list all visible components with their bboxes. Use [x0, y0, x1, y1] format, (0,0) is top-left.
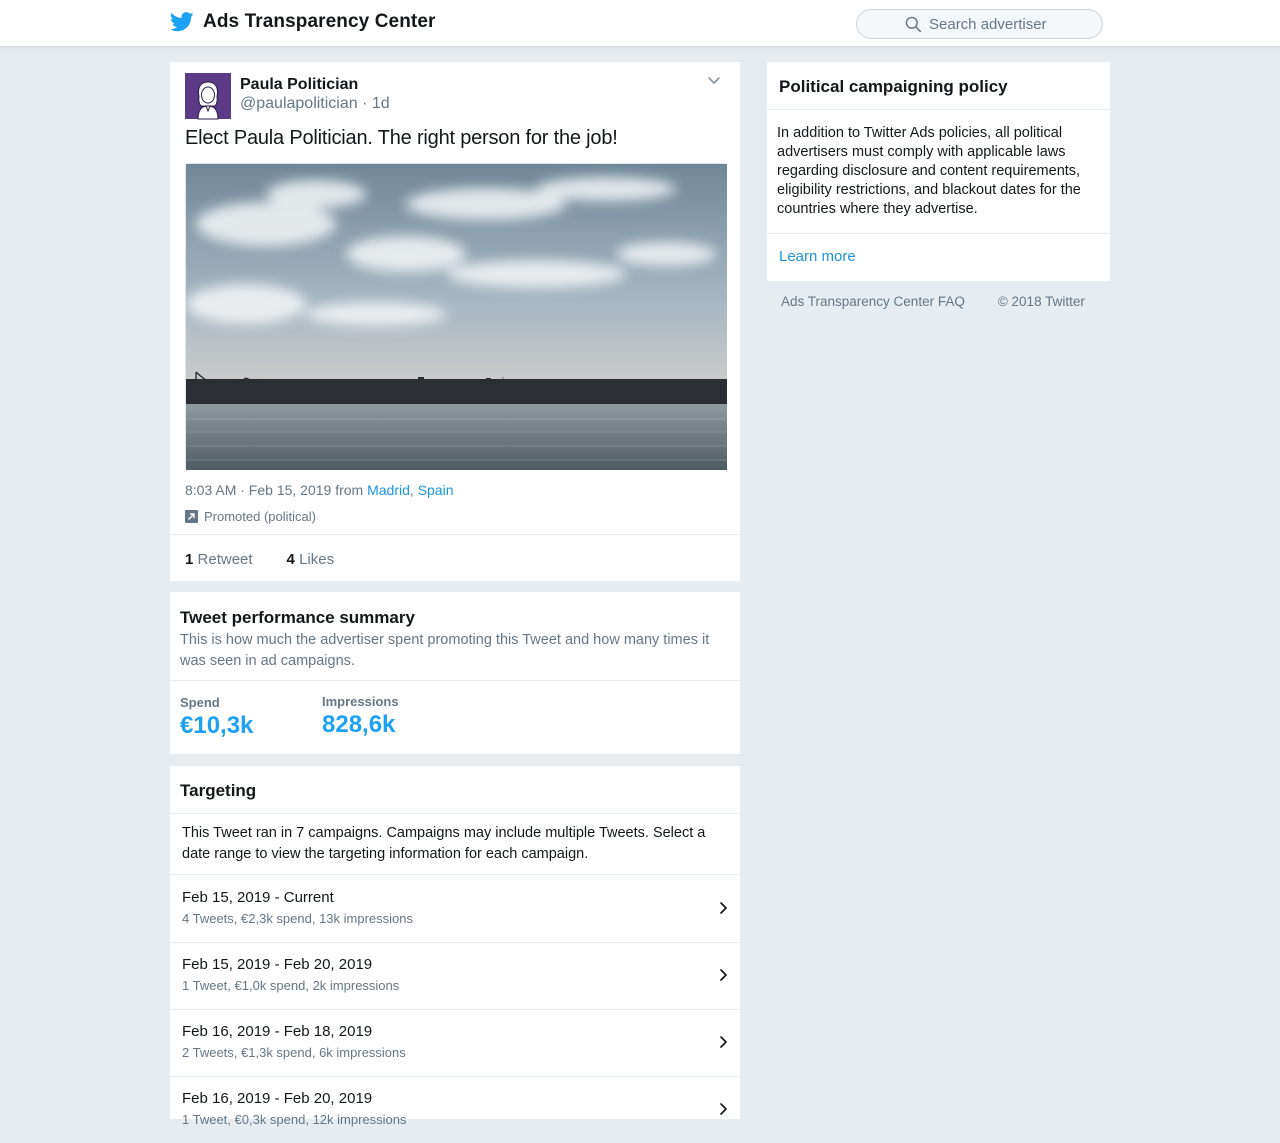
- footer: [781, 294, 1085, 309]
- campaign-row[interactable]: [170, 875, 740, 942]
- campaign-summary: 4 Tweets, €2,3k spend, 13k impressions: [182, 911, 413, 926]
- campaign-date-range: Feb 16, 2019 - Feb 20, 2019: [182, 1090, 373, 1107]
- chevron-right-icon: [719, 1102, 728, 1116]
- chevron-right-icon: [719, 968, 728, 982]
- author-meta: [240, 95, 390, 113]
- app-title: Ads Transparency Center: [203, 11, 436, 32]
- divider: [170, 534, 740, 535]
- campaign-summary: 1 Tweet, €1,0k spend, 2k impressions: [182, 978, 400, 993]
- author-handle[interactable]: @paulapolitician: [240, 95, 358, 112]
- promoted-text: Promoted (political): [204, 509, 316, 524]
- tweet-image[interactable]: [185, 163, 726, 469]
- location-separator: ,: [409, 482, 418, 498]
- tweet-timestamp: [185, 482, 454, 498]
- faq-link[interactable]: Ads Transparency Center FAQ: [781, 294, 965, 309]
- avatar[interactable]: [185, 73, 231, 119]
- campaign-row[interactable]: [170, 942, 740, 1009]
- policy-card: [767, 62, 1110, 281]
- campaign-summary: 2 Tweets, €1,3k spend, 6k impressions: [182, 1045, 406, 1060]
- tweet-card: [170, 62, 740, 581]
- search-box[interactable]: [856, 9, 1103, 39]
- likes-stat[interactable]: [287, 551, 335, 568]
- divider: [170, 813, 740, 814]
- learn-more-link[interactable]: Learn more: [779, 248, 856, 265]
- performance-description: This is how much the advertiser spent promoting this Tweet and how many times it was seen in ad campaigns.: [180, 632, 710, 669]
- copyright-link[interactable]: © 2018 Twitter: [997, 294, 1085, 309]
- spend-label: Spend: [180, 695, 220, 710]
- promoted-icon: [185, 510, 198, 523]
- policy-body: In addition to Twitter Ads policies, all political advertisers must comply with applicable laws regarding disclosure and content requirements, eligibility restrictions, and blackout dates for the countries where they advertise.: [777, 125, 1081, 217]
- divider: [170, 680, 740, 681]
- chevron-down-icon[interactable]: [707, 76, 721, 86]
- twitter-bird-icon: [170, 11, 194, 33]
- tweet-time: 8:03 AM · Feb 15, 2019 from: [185, 482, 364, 498]
- author-name[interactable]: Paula Politician: [240, 76, 359, 93]
- spend-value: €10,3k: [180, 712, 254, 739]
- campaign-date-range: Feb 15, 2019 - Feb 20, 2019: [182, 956, 373, 973]
- divider: [767, 233, 1110, 234]
- campaign-row[interactable]: [170, 1009, 740, 1076]
- retweet-stat[interactable]: [185, 551, 253, 568]
- impressions-label: Impressions: [322, 694, 399, 709]
- likes-count: 4: [286, 551, 295, 568]
- campaign-date-range: Feb 16, 2019 - Feb 18, 2019: [182, 1023, 373, 1040]
- location-city-link[interactable]: Madrid: [367, 482, 410, 498]
- promoted-label: [185, 509, 316, 524]
- targeting-card: [170, 766, 740, 1127]
- chevron-right-icon: [719, 901, 728, 915]
- impressions-value: 828,6k: [322, 711, 396, 738]
- tweet-text: Elect Paula Politician. The right person for the job!: [185, 127, 618, 149]
- campaign-date-range: Feb 15, 2019 - Current: [182, 889, 334, 906]
- location-country-link[interactable]: Spain: [417, 482, 454, 498]
- retweet-count: 1: [185, 551, 194, 568]
- chevron-right-icon: [719, 1035, 728, 1049]
- campaign-summary: 1 Tweet, €0,3k spend, 12k impressions: [182, 1112, 407, 1127]
- meta-separator: ·: [362, 95, 372, 112]
- top-bar: [0, 0, 1280, 47]
- search-input[interactable]: [929, 16, 1099, 33]
- divider: [767, 109, 1110, 110]
- likes-label: Likes: [299, 551, 335, 568]
- tweet-stats: [185, 551, 334, 568]
- policy-title: Political campaigning policy: [779, 77, 1008, 96]
- brand[interactable]: [170, 11, 436, 33]
- performance-title: Tweet performance summary: [180, 608, 415, 627]
- retweet-label: Retweet: [197, 551, 253, 568]
- performance-summary-card: [170, 592, 740, 754]
- targeting-description: This Tweet ran in 7 campaigns. Campaigns may include multiple Tweets. Select a date range to view the targeting information for each campaign.: [182, 825, 706, 862]
- search-icon: [905, 16, 922, 33]
- targeting-title: Targeting: [180, 781, 257, 800]
- tweet-age[interactable]: 1d: [371, 95, 390, 112]
- campaign-row[interactable]: [170, 1076, 740, 1143]
